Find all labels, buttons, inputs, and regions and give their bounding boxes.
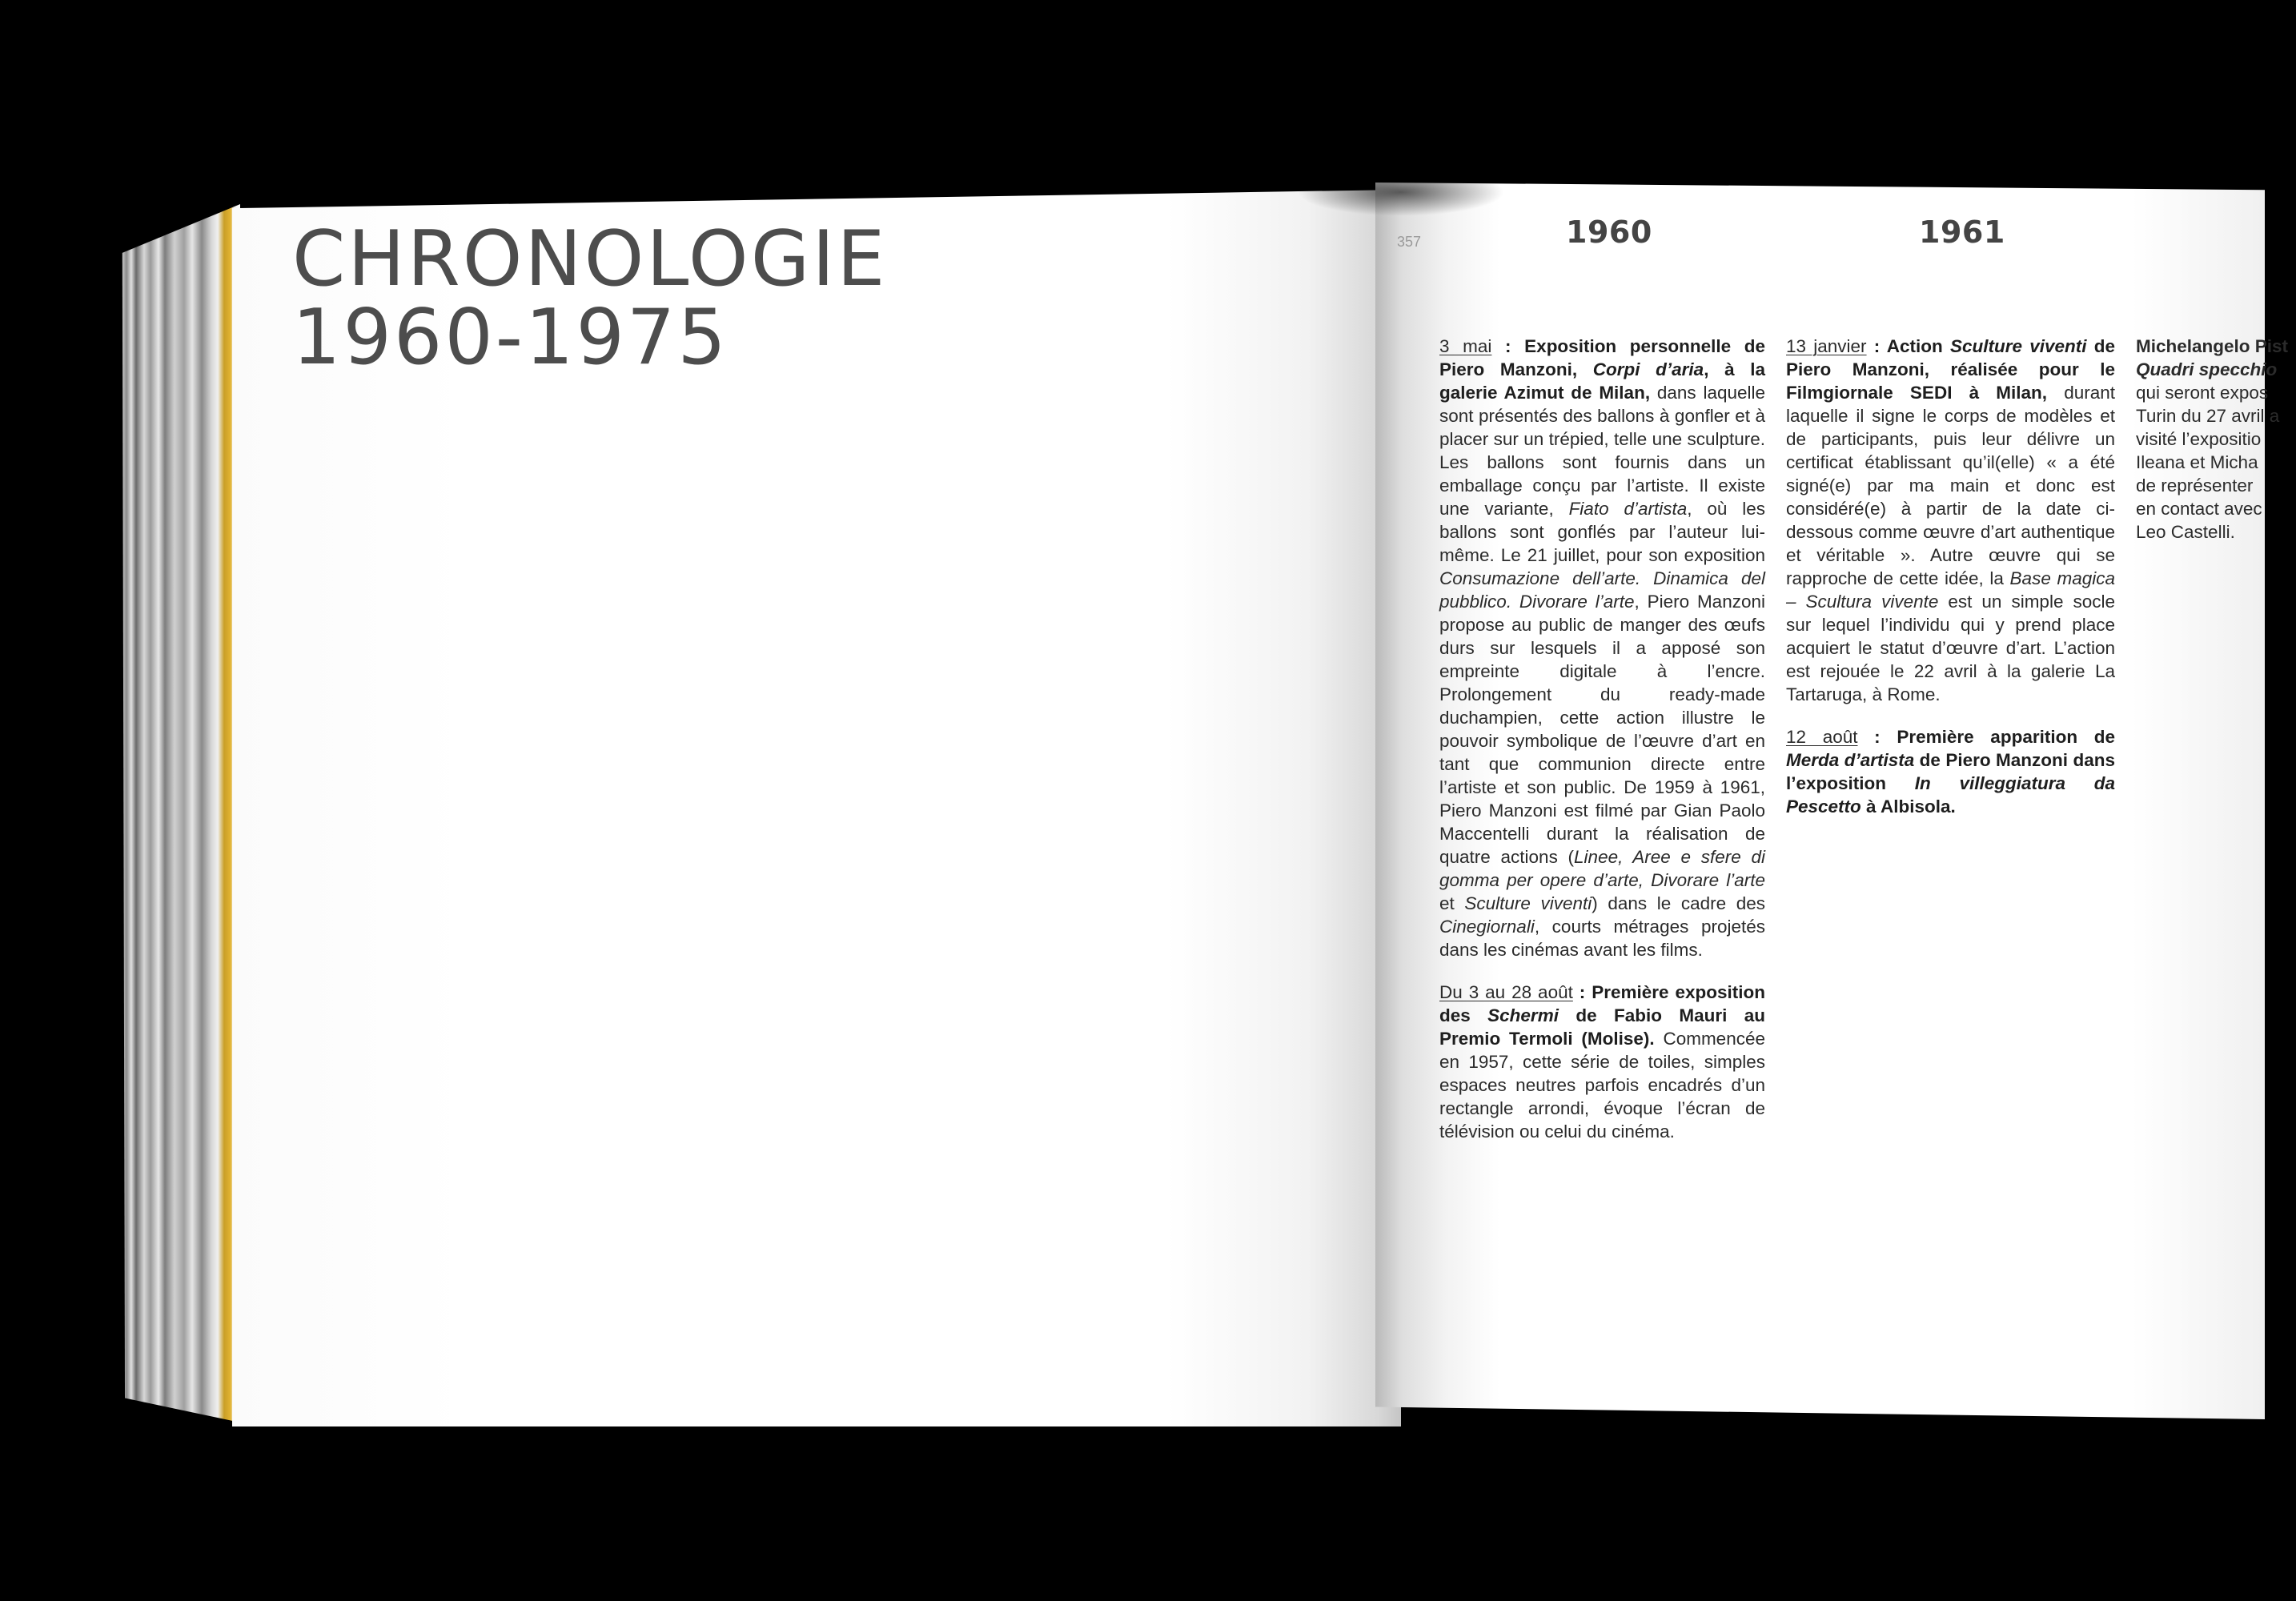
column-cut-off	[2136, 335, 2296, 544]
entry-headline: de Piero Manzoni, réalisée pour le Filmgiornale SEDI à Milan,	[1786, 336, 2115, 403]
entry-date: 13 janvier	[1786, 336, 1867, 356]
work-title: Cinegiornali	[1439, 917, 1535, 937]
text-line: Ileana et Micha	[2136, 452, 2258, 472]
chapter-title-line1: CHRONOLOGIE	[292, 215, 888, 303]
entry-1960-august	[1439, 981, 1765, 1143]
work-title: Schermi	[1487, 1005, 1559, 1025]
column-1961	[1786, 335, 2115, 837]
entry-text: et	[1439, 893, 1465, 913]
text-line: Quadri specchio	[2136, 359, 2278, 379]
text-line: de représenter	[2136, 475, 2254, 496]
work-title: Sculture viventi	[1949, 336, 2087, 356]
entry-text: , où les ballons sont gonflés par l’auteur lui-même. Le 21 juillet, pour son exposition	[1439, 499, 1765, 565]
entry-text: , Piero Manzoni propose au public de manger des œufs durs sur lesquels il a apposé son empreinte digitale à l’encre. Prolongement du ready-made duchampien, cette action illustre le pouvoir symbolique de l’œuvre d’art en tant que communion directe entre l’artiste et son public. De 1959 à 1961, Piero Manzoni est filmé par Gian Paolo Maccentelli durant la réalisation de quatre actions (	[1439, 592, 1765, 867]
entry-separator: :	[1572, 982, 1592, 1002]
entry-date: 12 août	[1786, 727, 1858, 747]
text-line: visité l’expositio	[2136, 429, 2262, 449]
entry-headline: Exposition personnelle de Piero Manzoni,	[1439, 336, 1765, 379]
entry-date: Du 3 au 28 août	[1439, 982, 1573, 1002]
work-title: Sculture viventi	[1464, 893, 1592, 913]
book-page-edges	[112, 204, 240, 1422]
entry-separator: :	[1857, 727, 1897, 747]
entry-date: 3 mai	[1439, 336, 1492, 356]
entry-headline: Première exposition des	[1439, 982, 1765, 1025]
entry-separator: :	[1866, 336, 1887, 356]
text-line: qui seront expos	[2136, 383, 2269, 403]
entry-1960-may	[1439, 335, 1765, 961]
entry-headline: de Piero Manzoni dans l’exposition	[1786, 750, 2115, 793]
entry-headline: , à la galerie Azimut de Milan,	[1439, 359, 1765, 403]
entry-headline: de Fabio Mauri au Premio Termoli (Molise).	[1439, 1005, 1765, 1049]
year-heading-1961: 1961	[1919, 215, 2005, 250]
spine-shadow	[1297, 168, 1505, 216]
chapter-title-line2: 1960-1975	[292, 294, 729, 382]
entry-headline: Action	[1886, 336, 1950, 356]
work-title: Fiato d’artista	[1568, 499, 1688, 519]
chapter-title	[292, 215, 888, 382]
entry-text: dans laquelle sont présentés des ballons à gonfler et à placer sur un trépied, telle une sculpture. Les ballons sont fournis dans un emballage conçu par l’artiste. Il existe une variante,	[1439, 383, 1766, 519]
work-title: Merda d’artista	[1786, 750, 1915, 770]
work-title: Corpi d’aria	[1592, 359, 1704, 379]
year-heading-1960: 1960	[1566, 215, 1652, 250]
text-line: Leo Castelli.	[2136, 522, 2235, 542]
entry-separator: :	[1491, 336, 1525, 356]
entry-text: durant laquelle il signe le corps de modèles et de participants, puis leur délivre un certificat établissant qu’il(elle) « a été signé(e) par ma main et donc est considéré(e) à partir de la date ci-dessous comme œuvre d’art authentique et véritable ». Autre œuvre qui se rapproche de cette idée, la	[1786, 383, 2115, 588]
entry-1961-january	[1786, 335, 2115, 706]
work-title: In villeggiatura da Pescetto	[1786, 773, 2116, 817]
entry-text: , courts métrages projetés dans les cinémas avant les films.	[1439, 917, 1765, 960]
text-line: en contact avec	[2136, 499, 2262, 519]
work-title: Base magica – Scultura vivente	[1786, 568, 2115, 612]
page-number: 357	[1397, 234, 1422, 250]
work-title: Consumazione dell’arte. Dinamica del pubblico. Divorare l’arte	[1439, 568, 1765, 612]
text-line: Michelangelo Pist	[2136, 336, 2289, 356]
entry-1961-august	[1786, 725, 2115, 818]
entry-headline: Première apparition de	[1897, 727, 2115, 747]
entry-text: Commencée en 1957, cette série de toiles, simples espaces neutres parfois encadrés d’un rectangle arrondi, évoque l’écran de télévision ou celui du cinéma.	[1439, 1029, 1765, 1142]
column-1960	[1439, 335, 1765, 1162]
text-line: Turin du 27 avril a	[2136, 406, 2280, 426]
entry-headline: à Albisola.	[1860, 796, 1956, 817]
work-title: Linee, Aree e sfere di gomma per opere d’arte, Divorare l’arte	[1439, 847, 1765, 890]
entry-text: est un simple socle sur lequel l’individu qui y prend place acquiert le statut d’œuvre d’art. L’action est rejouée le 22 avril à la galerie La Tartaruga, à Rome.	[1786, 592, 2115, 704]
entry-text: ) dans le cadre des	[1592, 893, 1765, 913]
